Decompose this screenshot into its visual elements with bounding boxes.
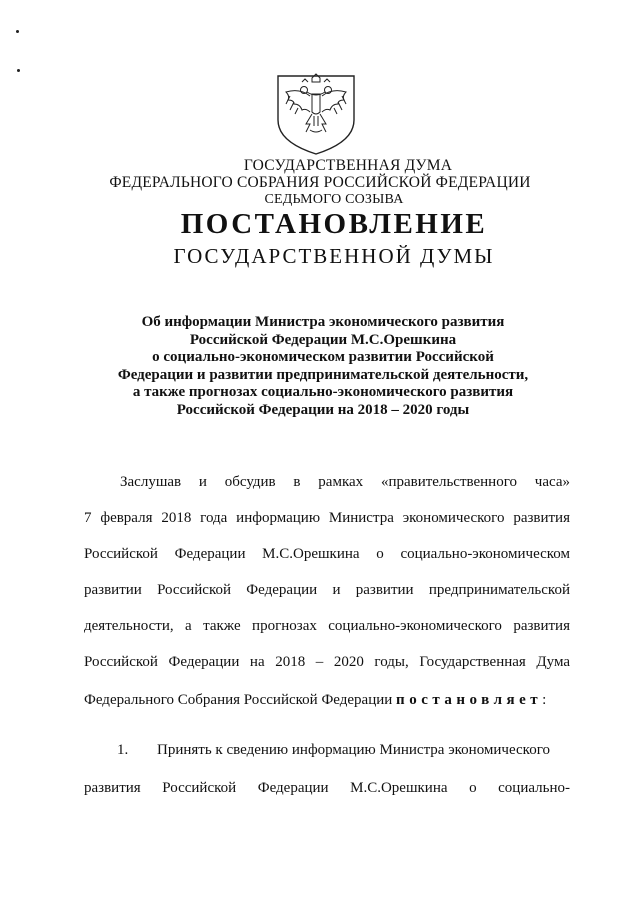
subject-line: Федерации и развитии предпринимательской деятельности, <box>117 366 529 383</box>
item-1-number: 1. <box>117 742 129 758</box>
body-line-last <box>84 690 570 710</box>
body-line: развитии Российской Федерации и развитии предпринимательской <box>84 582 570 598</box>
scan-speck <box>16 30 19 33</box>
convocation: СЕДЬМОГО СОЗЫВА <box>264 192 404 207</box>
organization-parent: ФЕДЕРАЛЬНОГО СОБРАНИЯ РОССИЙСКОЙ ФЕДЕРАЦИИ <box>109 174 531 191</box>
body-line: деятельности, а также прогнозах социально-экономического развития <box>84 618 570 634</box>
subject-line: Российской Федерации М.С.Орешкина <box>189 331 457 348</box>
resolves-word: постановляет <box>396 692 543 708</box>
subject-line: о социально-экономическом развитии Российской <box>152 349 494 365</box>
document-type: ПОСТАНОВЛЕНИЕ <box>180 208 488 240</box>
preamble-paragraph <box>84 0 570 905</box>
body-line: 7 февраля 2018 года информацию Министра экономического развития <box>84 510 570 526</box>
preamble-ending: Федерального Собрания Российской Федерации <box>84 692 393 708</box>
item-1-first-line <box>117 740 570 760</box>
document-issuer: ГОСУДАРСТВЕННОЙ ДУМЫ <box>173 244 495 268</box>
subject-line: а также прогнозах социально-экономического развития <box>132 384 514 400</box>
organization-name: ГОСУДАРСТВЕННАЯ ДУМА <box>243 157 453 174</box>
scan-speck <box>17 69 20 72</box>
body-line: Российской Федерации на 2018 – 2020 годы, Государственная Дума <box>84 654 570 670</box>
body-line: Заслушав и обсудив в рамках «правительственного часа» <box>120 474 570 490</box>
body-line: Российской Федерации М.С.Орешкина о социально-экономическом <box>84 546 570 562</box>
body-line: развития Российской Федерации М.С.Орешкина о социально- <box>84 780 570 796</box>
subject-line: Об информации Министра экономического развития <box>141 314 505 330</box>
resolves-colon: : <box>542 692 547 708</box>
subject-line: Российской Федерации на 2018 – 2020 годы <box>176 401 470 418</box>
item-1-text: Принять к сведению информацию Министра экономического <box>157 742 550 758</box>
